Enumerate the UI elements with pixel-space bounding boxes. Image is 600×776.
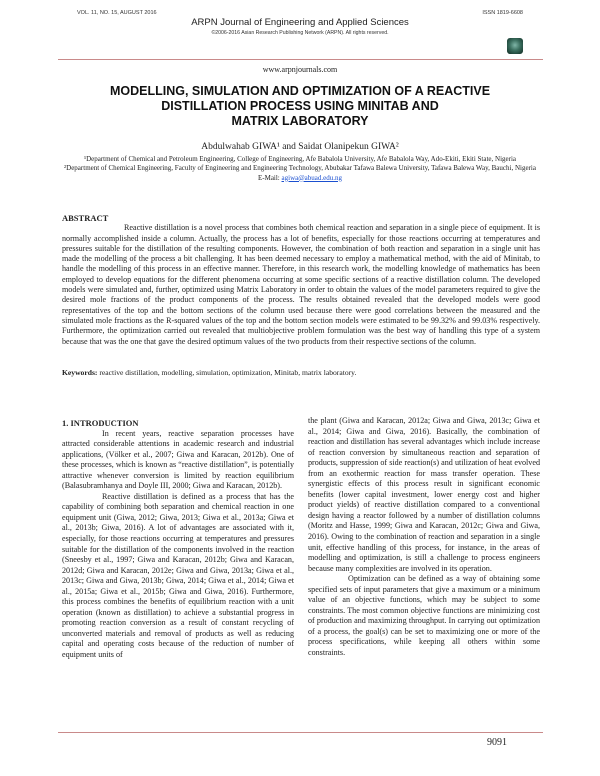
paragraph: Reactive distillation is defined as a process that has the capability of combining both separation and chemical reaction in one equipment unit (Giwa, 2012; Giwa, 2013; Giwa et al., 2013a; Giwa et al., 2013b; Giwa, 2016). A lot of advantages are associated with it, especially, for those reactions occurring at temperatures and pressures suitable for the distillation of the components involved in the reaction (Sneesby et al., 1997; Giwa and Karacan, 2012b; Giwa and Karacan, 2012d; Giwa and Karacan, 2012e; Giwa and Giwa, 2013a; Giwa et al., 2013c; Giwa and Giwa, 2013b; Giwa, 2014; Giwa et al., 2014; Giwa et al., 2015a; Giwa et al., 2015b; Giwa and Giwa, 2016). Furthermore, this process combines the benefits of equilibrium reaction with a unit operation (known as distillation) to achieve a substantial progress in promoting reaction conversion as a result of constant recycling of unconverted materials and removal of products as well as reducing capital and operating costs because of the reduction of number of equipment units of	[62, 491, 294, 660]
keywords-label: Keywords:	[62, 368, 98, 377]
paper-title	[60, 84, 540, 129]
keywords	[62, 368, 540, 377]
section-heading: 1. INTRODUCTION	[62, 418, 139, 428]
volume-info: VOL. 11, NO. 15, AUGUST 2016	[77, 10, 157, 16]
abstract	[62, 213, 540, 347]
paragraph: Optimization can be defined as a way of obtaining some specified sets of input parameters that give a maximum or a minimum value of an objective functions, which may be subject to some constraints. The most common objective functions are minimizing cost of production and maximizing throughput. In carrying out optimization of a process, the goal(s) can be set to maximizing one or more of the process specifications, while keeping all others within some constraints.	[308, 574, 540, 658]
email-label: E-Mail:	[257, 173, 282, 182]
copyright: ©2006-2016 Asian Research Publishing Network (ARPN). All rights reserved.	[211, 30, 389, 36]
affiliations	[64, 155, 536, 183]
left-column	[62, 418, 294, 661]
title-line: DISTILLATION PROCESS USING MINITAB AND	[161, 99, 439, 113]
title-line: MATRIX LABORATORY	[231, 114, 369, 128]
abstract-text: Reactive distillation is a novel process that combines both chemical reaction and separation in a single piece of equipment. It is normally accomplished inside a column. Actually, the process has a lot of benefits, especially for those reactions occurring at temperatures and pressures suitable for the distillation of the resulting components. However, the combination of both reaction and separation in a single unit has made the modelling of the process a bit challenging. It has been deemed necessary to employ a mathematical method, with the aid of Minitab, to handle the modelling of this process in an effective manner. Therefore, in this research work, the modelling knowledge of mathematics has been employed to develop equations for the different phenomena occurring at some specific sections of a reactive distillation column. The developed models were simulated and, further, optimized using Matrix Laboratory in order to obtain the values of the model parameters required to give the desired mole fractions of the product components of the process. The results obtained revealed that the developed models were good representatives of the top and the bottom sections of the column used because there were good correlations between the measured and the simulated mole fractions as the R-squared values of the top and the bottom section models were estimated to be 99.32% and 99.03% respectively. Furthermore, the optimization carried out revealed that multiobjective problem formulation was the best way of handling this type of a system because that was the one that gave the desired optimum values of the two products from their respective sections of the column.	[62, 223, 540, 346]
paragraph: the plant (Giwa and Karacan, 2012a; Giwa and Giwa, 2013c; Giwa et al., 2014; Giwa and Giwa, 2016). Basically, the combination of reaction and distillation has several advantages which include increase of reaction conversion by simultaneous reaction and separation of products, suppression of side reaction(s) and utilization of heat evolved from an exothermic reaction for mass transfer operation. These synergistic effects of this process result in significant economic benefits (lower capital investment, lower energy cost and higher product yields) of reactive distillation compared to a conventional design having a reactor followed by a number of distillation columns (Moritz and Hasse, 1999; Giwa and Karacan, 2012c; Giwa and Giwa, 2016). Owing to the combination of reaction and separation in a single unit, effective handling of this process, for instance, in the areas of modelling and optimization, is still a challenge to process engineers because many complexities are involved in its operation.	[308, 416, 540, 573]
affiliation-2: ²Department of Chemical Engineering, Faculty of Engineering and Engineering Technology, Abubakar Tafawa Balewa University, Tafawa Balewa Way, Bauchi, Nigeria	[64, 164, 536, 173]
footer-divider	[58, 732, 543, 733]
page-number: 9091	[487, 737, 507, 748]
authors: Abdulwahab GIWA¹ and Saidat Olanipekun GIWA²	[201, 142, 399, 152]
keywords-text: reactive distillation, modelling, simulation, optimization, Minitab, matrix laboratory.	[97, 368, 357, 377]
abstract-heading: ABSTRACT	[62, 213, 109, 223]
right-column	[308, 416, 540, 659]
title-line: MODELLING, SIMULATION AND OPTIMIZATION OF A REACTIVE	[109, 84, 491, 98]
issn: ISSN 1819-6608	[482, 10, 523, 16]
email-line	[64, 174, 536, 183]
journal-name: ARPN Journal of Engineering and Applied Sciences	[191, 17, 409, 28]
arpn-logo-icon	[507, 38, 523, 54]
paragraph: In recent years, reactive separation processes have attracted considerable attentions in academic research and industrial applications, (Völker et al., 2007; Giwa and Karacan, 2012b). One of these processes, which is known as “reactive distillation”, is potentially attractive whenever conversion is limited by reaction equilibrium (Balasubramhanya and Doyle III, 2000; Giwa and Karacan, 2012b).	[62, 428, 294, 491]
email-link[interactable]: agiwa@abuad.edu.ng	[281, 173, 342, 182]
affiliation-1: ¹Department of Chemical and Petroleum Engineering, College of Engineering, Afe Babalola University, Afe Babalola Way, Ado-Ekiti, Ekiti State, Nigeria	[83, 155, 517, 163]
journal-url: www.arpnjournals.com	[262, 65, 338, 74]
header-divider	[58, 59, 543, 60]
